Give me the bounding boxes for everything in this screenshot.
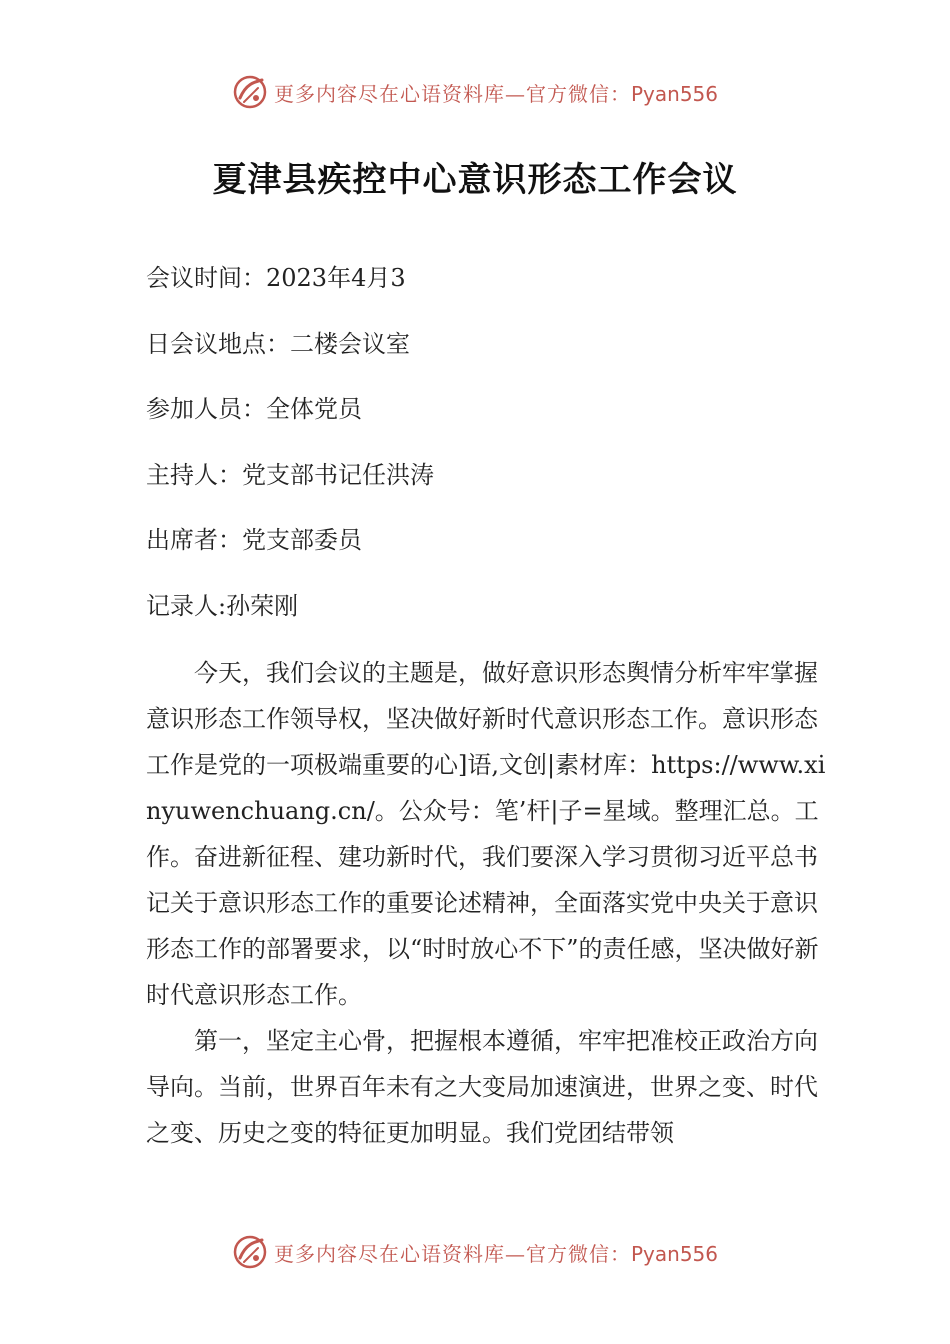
meeting-time: 会议时间：2023年4月3 <box>146 264 406 292</box>
meeting-info <box>146 256 826 650</box>
meeting-host: 主持人：党支部书记任洪涛 <box>146 460 434 489</box>
footer-watermark <box>0 1232 950 1272</box>
watermark-label: 更多内容尽在心语资料库—官方微信： <box>273 81 631 106</box>
watermark-text <box>274 1238 718 1267</box>
paragraph: 今天，我们会议的主题是，做好意识形态舆情分析牢牢掌握意识形态工作领导权，坚决做好新时代意识形态工作。意识形态工作是党的一项极端重要的心]语,文创|素材库：https://www.xinyuwenchuang.cn/。公众号：笔’杆|子=星域。整理汇总。工作。奋进新征程、建功新时代，我们要深入学习贯彻习近平总书记关于意识形态工作的重要论述精神，全面落实党中央关于意识形态工作的部署要求，以“时时放心不下”的责任感，坚决做好新时代意识形态工作。 <box>146 659 826 1009</box>
header-watermark <box>0 72 950 112</box>
watermark-label: 更多内容尽在心语资料库—官方微信： <box>273 1241 631 1266</box>
page-title: 夏津县疾控中心意识形态工作会议 <box>212 160 738 200</box>
meeting-location: 日会议地点：二楼会议室 <box>146 329 410 358</box>
document-body <box>146 650 836 1156</box>
meeting-present: 出席者：党支部委员 <box>146 526 362 555</box>
brand-logo-icon <box>232 1234 268 1270</box>
paragraph: 第一，坚定主心骨，把握根本遵循，牢牢把准校正政治方向导向。当前，世界百年未有之大变局加速演进，世界之变、时代之变、历史之变的特征更加明显。我们党团结带领 <box>146 1027 818 1147</box>
brand-logo-icon <box>232 74 268 110</box>
watermark-wechat-id: Pyan556 <box>630 81 718 106</box>
meeting-attendees: 参加人员：全体党员 <box>146 395 362 424</box>
meeting-recorder: 记录人:孙荣刚 <box>146 591 299 620</box>
watermark-text <box>274 78 718 107</box>
watermark-wechat-id: Pyan556 <box>630 1241 718 1266</box>
